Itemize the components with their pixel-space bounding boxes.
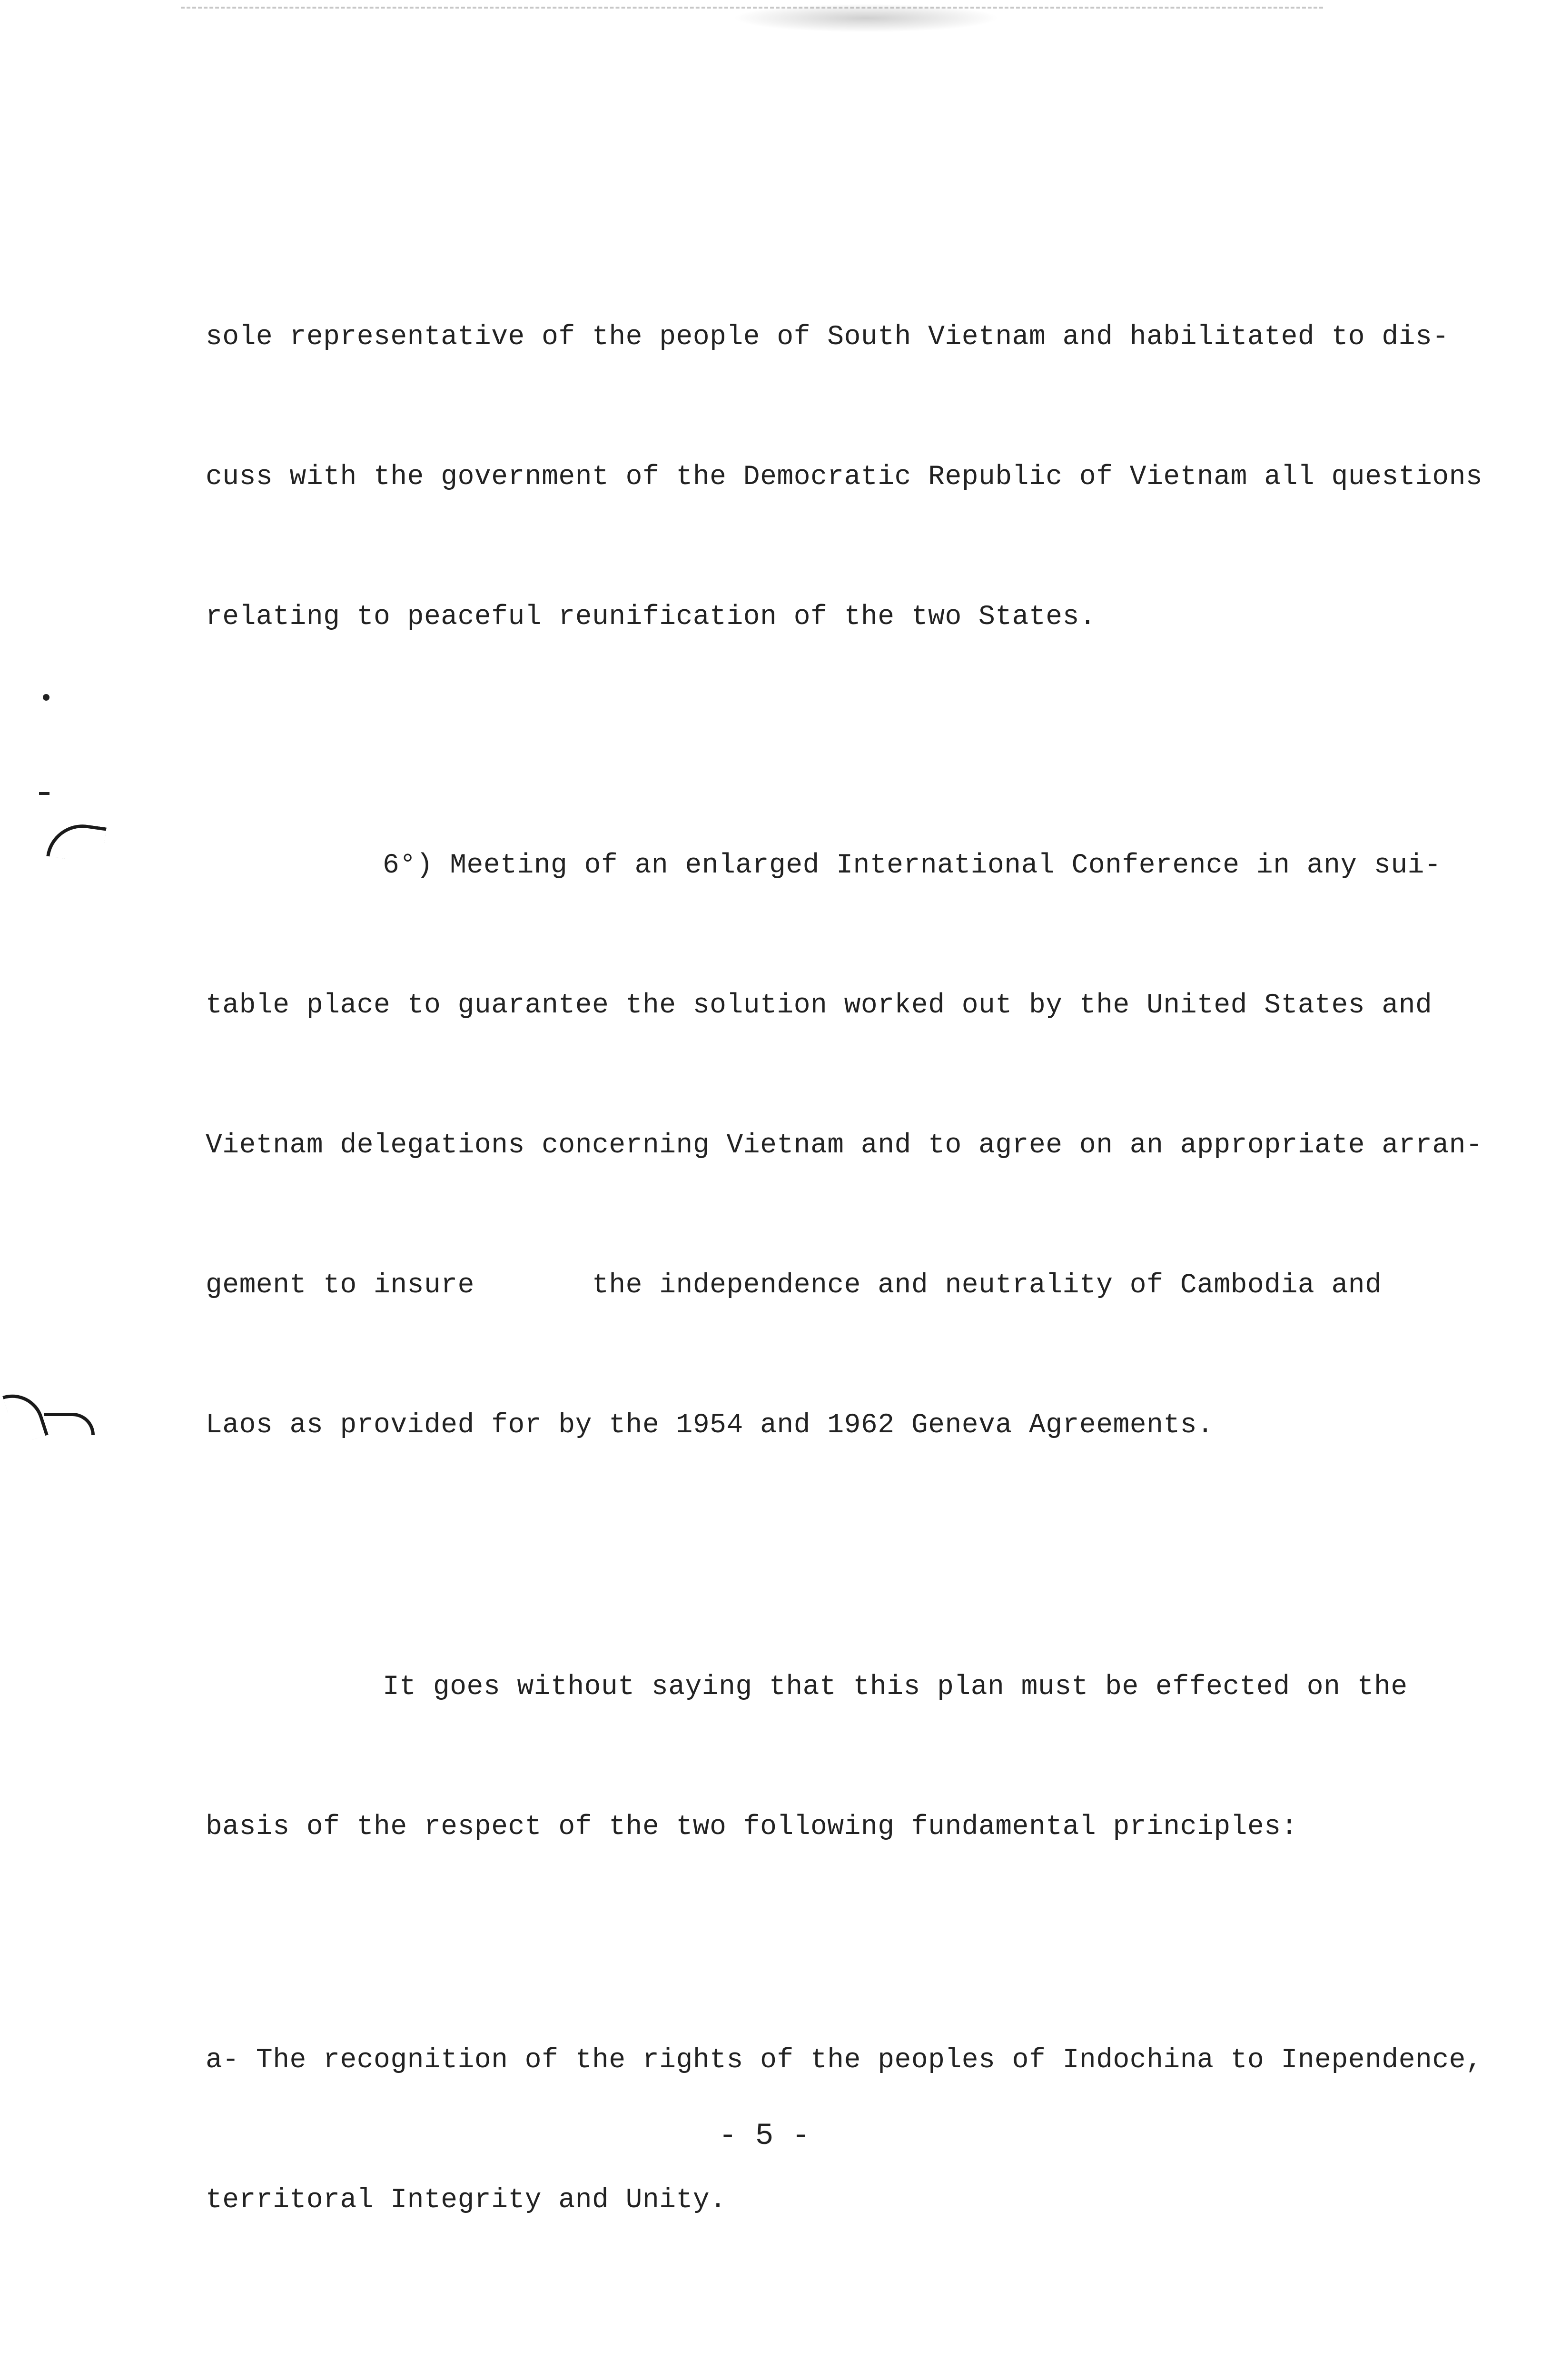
principle-b xyxy=(206,2317,1557,2380)
text-line: table place to guarantee the solution worked out by the United States and xyxy=(206,990,1433,1021)
text-line: gement to insure the independence and neutrality of Cambodia and xyxy=(206,1270,1382,1301)
document-body xyxy=(206,221,1557,2380)
page-number: - 5 - xyxy=(719,2119,810,2153)
text-line: basis of the respect of the two following fundamental principles: xyxy=(206,1812,1298,1843)
text-line: territoral Integrity and Unity. xyxy=(206,2185,727,2216)
text-line: cuss with the government of the Democratic Republic of Vietnam all questions xyxy=(206,462,1483,493)
margin-dot-mark xyxy=(43,694,49,701)
principle-a xyxy=(206,1944,1557,2317)
text-line: Vietnam delegations concerning Vietnam and to agree on an appropriate arran- xyxy=(206,1130,1483,1161)
text-line: a- The recognition of the rights of the peoples of Indochina to Inependence, xyxy=(206,2045,1483,2076)
paragraph-representation xyxy=(206,221,1557,734)
text-line: relating to peaceful reunification of the two States. xyxy=(206,602,1097,633)
margin-bracket-mark-lower-b xyxy=(44,1413,95,1435)
margin-bracket-mark xyxy=(46,820,107,864)
text-line: Laos as provided for by the 1954 and 1962 Geneva Agreements. xyxy=(206,1410,1214,1441)
text-line: sole representative of the people of South Vietnam and habilitated to dis- xyxy=(206,322,1449,353)
text-line: 6°) Meeting of an enlarged International Conference in any sui- xyxy=(383,850,1442,881)
scan-artifact-smudge xyxy=(733,4,999,32)
margin-bracket-mark-lower-a xyxy=(2,1386,49,1444)
text-line: It goes without saying that this plan must be effected on the xyxy=(383,1672,1408,1703)
paragraph-conference xyxy=(206,749,1557,1542)
paragraph-principles xyxy=(206,1571,1557,1944)
margin-dash-mark xyxy=(39,792,49,795)
